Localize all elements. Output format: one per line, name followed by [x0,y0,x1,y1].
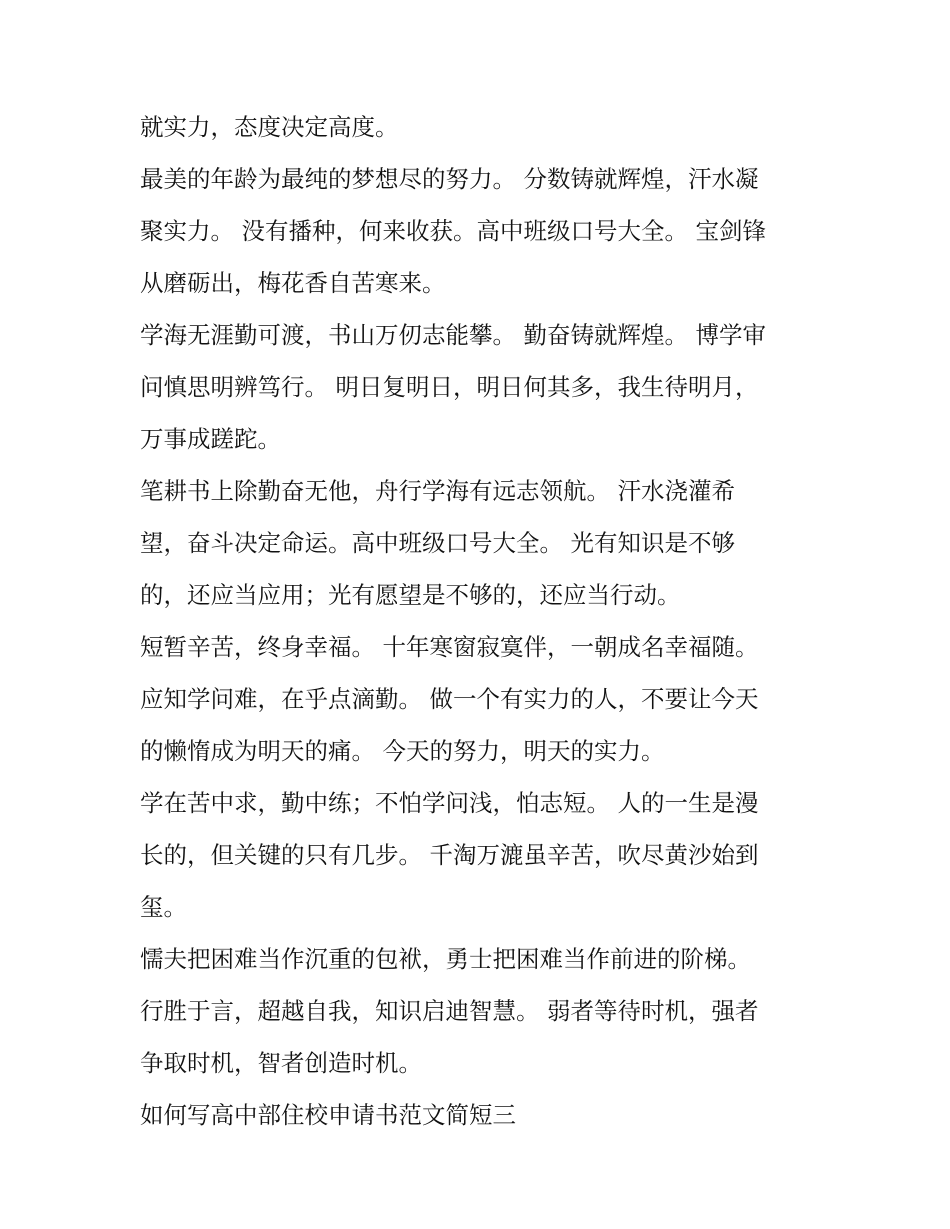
document-body [140,107,820,1147]
text-line: 行胜于言，超越自我，知识启迪智慧。 弱者等待时机，强者 [140,997,759,1025]
section-heading: 如何写高中部住校申请书范文简短三 [140,1101,516,1129]
text-line: 学海无涯勤可渡，书山万仞志能攀。 勤奋铸就辉煌。 博学审 [140,321,766,349]
text-line: 万事成蹉跎。 [140,425,281,453]
text-line: 应知学问难，在乎点滴勤。 做一个有实力的人，不要让今天 [140,685,759,713]
text-line: 最美的年龄为最纯的梦想尽的努力。 分数铸就辉煌，汗水凝 [140,165,759,193]
text-line: 就实力，态度决定高度。 [140,113,399,141]
text-line: 的懒惰成为明天的痛。 今天的努力，明天的实力。 [140,737,665,765]
text-line: 望，奋斗决定命运。高中班级口号大全。 光有知识是不够 [140,529,735,557]
text-line: 争取时机，智者创造时机。 [140,1049,422,1077]
text-line: 笔耕书上除勤奋无他，舟行学海有远志领航。 汗水浇灌希 [140,477,735,505]
text-line: 聚实力。 没有播种，何来收获。高中班级口号大全。 宝剑锋 [140,217,766,245]
text-line: 的，还应当应用；光有愿望是不够的，还应当行动。 [140,581,681,609]
text-line: 长的，但关键的只有几步。 千淘万漉虽辛苦，吹尽黄沙始到 [140,841,759,869]
text-line: 玺。 [140,893,187,921]
text-line: 学在苦中求，勤中练；不怕学问浅，怕志短。 人的一生是漫 [140,789,759,817]
text-line: 短暂辛苦，终身幸福。 十年寒窗寂寞伴，一朝成名幸福随。 [140,633,759,661]
text-line: 从磨砺出，梅花香自苦寒来。 [140,269,446,297]
text-line: 懦夫把困难当作沉重的包袱，勇士把困难当作前进的阶梯。 [140,945,751,973]
text-line: 问慎思明辨笃行。 明日复明日，明日何其多，我生待明月， [140,373,759,401]
